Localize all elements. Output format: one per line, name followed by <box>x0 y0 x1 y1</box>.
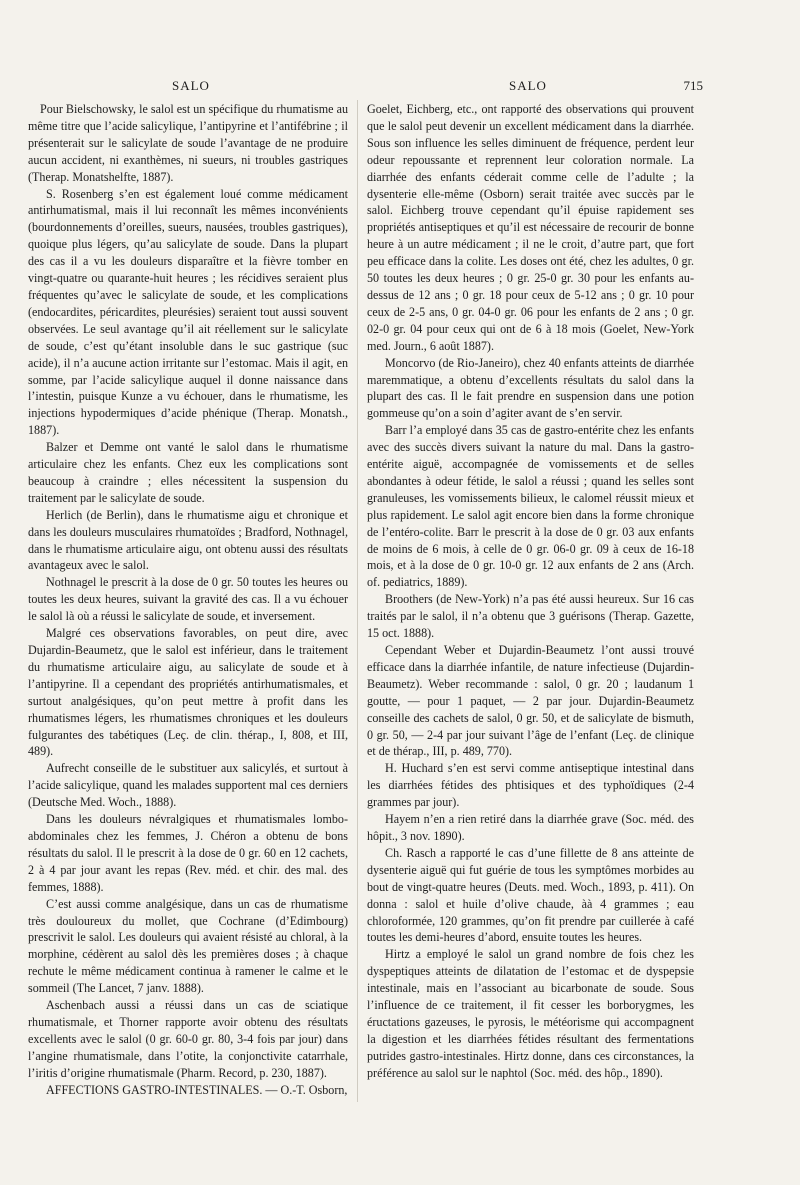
right-column <box>367 101 694 1082</box>
paragraph-dujardin-beaumetz: Malgré ces observations favorables, on peut dire, avec Dujardin-Beaumetz, que le salol est inférieur, dans le traitement du rhumatisme articulaire aigu, au salicylate de soude et à l’antipyrine. Il a cependant des propriétés antirhumatismales, et surtout analgésiques, qu’on peut mettre à profit dans les rhumatismes légers, les rhumatismes chroniques et les douleurs fulgurantes des tabétiques (Leç. de clin. thérap., I, 808, et III, 489). <box>28 626 348 759</box>
paragraph-aufrecht: Aufrecht conseille de le substituer aux salicylés, et surtout à l’acide salicylique, quand les malades supportent mal ces derniers (Deutsche Med. Woch., 1888). <box>28 761 348 810</box>
column-divider <box>357 100 358 1102</box>
paragraph-balzer-demme: Balzer et Demme ont vanté le salol dans le rhumatisme articulaire chez les enfants. Chez eux les complications sont beaucoup à craindre ; elles nécessitent la suspension du traitement par le salicylate de soude. <box>28 440 348 505</box>
paragraph-rosenberg: S. Rosenberg s’en est également loué comme médicament antirhumatismal, mais il lui reconnaît les mêmes inconvénients (bourdonnements d’oreilles, sueurs, nausées, troubles gastriques), quoique plus légers, qu’au salicylate de soude. Dans la plupart des cas il a vu les douleurs disparaître et la fièvre tomber en vingt-quatre ou quarante-huit heures ; les récidives seraient plus fréquentes qu’avec le salicylate de soude, et les complications (endocardites, péricardites, pleurésies) seraient tout aussi souvent observées. Le seul avantage qu’il ait réellement sur le salicylate de soude, c’est qu’étant insoluble dans le suc gastrique (suc acide), il n’a aucune action irritante sur l’estomac. Mais il agit, en somme, par l’acide salicylique auquel il donne naissance dans l’intestin, puisque Kunze a vu échouer, dans le rhumatisme, les injections hypodermiques d’acide phénique (Therap. Monatsh., 1887). <box>28 186 348 438</box>
left-column <box>28 101 348 1098</box>
paragraph-aschenbach: Aschenbach aussi a réussi dans un cas de sciatique rhumatismale, et Thorner rapporte avoir obtenu des résultats excellents avec le salol (0 gr. 60-0 gr. 80, 3-4 fois par jour) dans l’angine rhumatismale, dans l’otite, la conjonctivite catarrhale, l’iritis d’origine rhumatismale (Pharm. Record, p. 230, 1887). <box>28 998 348 1080</box>
paragraph-moncorvo: Moncorvo (de Rio-Janeiro), chez 40 enfants atteints de diarrhée maremmatique, a obtenu d’excellents résultats du salol dans la plupart des cas. Il le fait prendre en suspension dans une potion gommeuse qu’on a soin d’agiter avant de s’en servir. <box>367 355 694 421</box>
paragraph-huchard: H. Huchard s’en est servi comme antiseptique intestinal dans les diarrhées fétides des phtisiques et des typhoïdiques (2-4 grammes par jour). <box>367 761 694 810</box>
running-head-left: SALO <box>172 78 210 93</box>
paragraph-broothers: Broothers (de New-York) n’a pas été aussi heureux. Sur 16 cas traités par le salol, il n’a obtenu que 3 guérisons (Therap. Gazette, 15 oct. 1888). <box>367 592 694 641</box>
page-number: 715 <box>683 78 703 93</box>
paragraph-herlich: Herlich (de Berlin), dans le rhumatisme aigu et chronique et dans les douleurs musculaires rhumatoïdes ; Bradford, Nothnagel, dans le rhumatisme articulaire aigu, ont obtenu aussi des résultats avantageux avec le salol. <box>28 507 348 573</box>
paragraph-hayem: Hayem n’en a rien retiré dans la diarrhée grave (Soc. méd. des hôpit., 3 nov. 1890). <box>367 812 694 843</box>
paragraph-goelet: Goelet, Eichberg, etc., ont rapporté des observations qui prouvent que le salol peut devenir un excellent médicament dans la diarrhée. Sous son influence les selles diminuent de fréquence, perdent leur odeur repoussante et reprennent leur coloration normale. La diarrhée des enfants céderait comme celle de l’adulte ; la dysenterie elle-même (Osborn) serait traitée avec succès par le salol. Eichberg trouve cependant qu’il épuise rapidement ses propriétés antiseptiques et qu’il est nécessaire de recourir de bonne heure à un autre médicament ; il ne le croit, d’autre part, que fort peu efficace dans la colite. Les doses ont été, chez les adultes, 0 gr. 50 toutes les deux heures ; 0 gr. 25-0 gr. 30 pour les enfants au-dessus de 12 ans ; 0 gr. 18 pour ceux de 5-12 ans ; 0 gr. 10 pour ceux de 2-5 ans, 0 gr. 04-0 gr. 06 pour les enfants de 2 ans ; 0 gr. 02-0 gr. 04 pour ceux qui ont de 6 à 18 mois (Goelet, New-York med. Journ., 6 août 1887). <box>367 102 694 353</box>
paragraph-hirtz: Hirtz a employé le salol un grand nombre de fois chez les dyspeptiques atteints de dilatation de l’estomac et de dyspepsie intestinale, mais en l’associant au bicarbonate de soude. Sous l’influence de ce traitement, il fit cesser les borborygmes, les éructations gazeuses, le pyrosis, le météorisme qui accompagnent la digestion et les diarrhées fétides résultant des fermentations putrides gastro-intestinales. Hirtz donne, dans ces circonstances, la préférence au salol sur le naphtol (Soc. méd. des hôp., 1890). <box>367 947 694 1080</box>
section-heading-gastro-intestinal: AFFECTIONS GASTRO-INTESTINALES. — O.-T. Osborn, <box>46 1082 348 1097</box>
paragraph-cheron: Dans les douleurs névralgiques et rhumatismales lombo-abdominales chez les femmes, J. Chéron a obtenu de bons résultats du salol. Il le prescrit à la dose de 0 gr. 60 en 12 cachets, 2 à 4 par jour avant les repas (Rev. méd. et chir. des mal. des femmes, 1888). <box>28 812 348 894</box>
paragraph-weber: Cependant Weber et Dujardin-Beaumetz l’ont aussi trouvé efficace dans la diarrhée infantile, de nature infectieuse (Dujardin-Beaumetz). Weber recommande : salol, 0 gr. 20 ; laudanum 1 goutte, — pour 1 paquet, — 2 par jour. Dujardin-Beaumetz conseille des cachets de salol, 0 gr. 50, et de salicylate de bismuth, 0 gr. 50, — 2-4 par jour suivant l’âge de l’enfant (Leç. de clinique et de thérap., III, p. 489, 770). <box>367 643 694 759</box>
paragraph-barr: Barr l’a employé dans 35 cas de gastro-entérite chez les enfants avec des succès divers suivant la nature du mal. Dans la gastro-entérite aiguë, accompagnée de vomissements et de selles abondantes à odeur fétide, le salol a réussi ; quand les selles sont granuleuses, les vomissements bilieux, le calomel réussit mieux et plus rapidement. Le salol agit encore bien dans la forme chronique de l’entéro-colite. Barr le prescrit à la dose de 0 gr. 03 aux enfants de moins de 6 mois, à celle de 0 gr. 06-0 gr. 09 à ceux de 16-18 mois, et à la dose de 0 gr. 10-0 gr. 12 aux enfants de 2 ans (Arch. of. pediatrics, 1889). <box>367 423 694 590</box>
paragraph-rasch: Ch. Rasch a rapporté le cas d’une fillette de 8 ans atteinte de dysenterie aiguë qui fut guérie de tous les symptômes morbides au bout de vingt-quatre heures (Deuts. med. Woch., 1893, p. 411). On donna : salol et huile d’olive chaude, àà 4 grammes ; eau chloroformée, 120 grammes, qu’on fit prendre par cuillerée à café toutes les demi-heures d’abord, ensuite toutes les heures. <box>367 845 694 945</box>
running-head-right: SALO <box>509 78 547 93</box>
paragraph-cochrane: C’est aussi comme analgésique, dans un cas de rhumatisme très douloureux du mollet, que Cochrane (d’Edimbourg) prescrivit le salol. Les douleurs qui avaient résisté au chloral, à la morphine, cédèrent au salol dès les premières doses ; à chaque rechute le même médicament continua à ramener le calme et le sommeil (The Lancet, 7 janv. 1888). <box>28 896 348 996</box>
paragraph-bielschowsky: Pour Bielschowsky, le salol est un spécifique du rhumatisme au même titre que l’acide salicylique, l’antipyrine et l’antifébrine ; il présenterait sur le salicylate de soude l’avantage de ne produire aucun accident, ni exanthèmes, ni sueurs, ni troubles gastriques (Therap. Monatshelfte, 1887). <box>28 102 348 184</box>
paragraph-nothnagel: Nothnagel le prescrit à la dose de 0 gr. 50 toutes les heures ou toutes les deux heures, suivant la gravité des cas. Il a vu échouer le salol là où a réussi le salicylate de soude, et inversement. <box>28 575 348 624</box>
